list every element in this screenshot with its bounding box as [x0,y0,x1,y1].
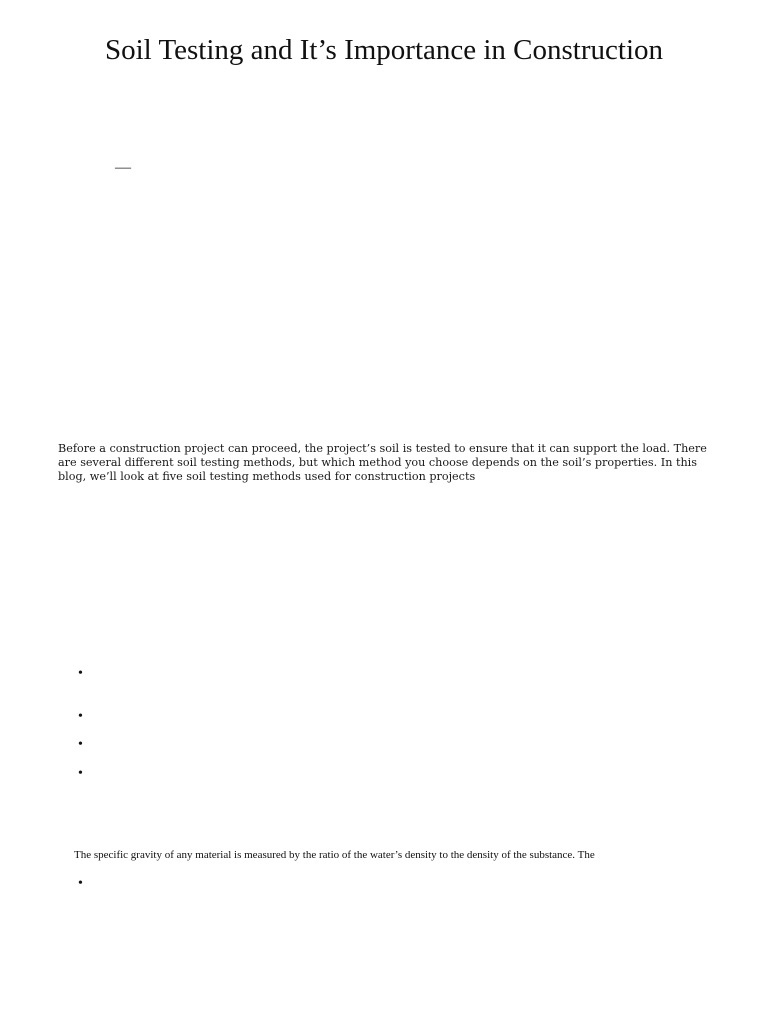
specific-gravity-paragraph: The specific gravity of any material is measured by the ratio of the water’s density to the density of the substance. The [74,849,595,861]
page-title: Soil Testing and It’s Importance in Construction [104,34,664,66]
list-bullet: • [78,737,83,752]
list-bullet: • [78,709,83,724]
intro-paragraph: Before a construction project can proceed, the project’s soil is tested to ensure that it can support the load. There are several different soil testing methods, but which method you choose depends on the soil’s properties. In this blog, we’ll look at five soil testing methods used for construction projects [58,442,707,483]
list-bullet: • [78,876,83,891]
list-bullet: • [78,666,83,681]
dash-mark: — [115,159,131,176]
list-bullet: • [78,766,83,781]
